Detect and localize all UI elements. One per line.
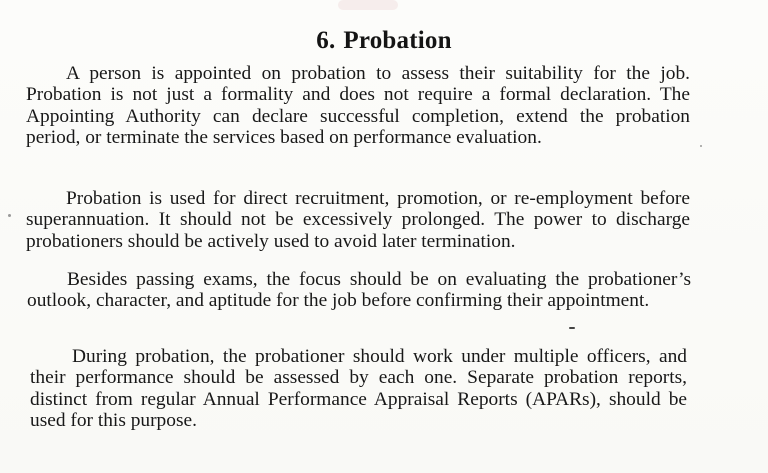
paragraph-4: During probation, the probationer should work under multiple officers, and their performance should be assessed by each one. Separate probation reports, distinct from regular Annual Performance Appraisal Reports (APARs), should be used for this purpose.	[30, 346, 687, 431]
section-title: Probation	[343, 26, 452, 54]
scan-speck	[569, 327, 575, 329]
paragraph-2: Probation is used for direct recruitment, promotion, or re-employment before superannuation. It should not be excessively prolonged. The power to discharge probationers should be actively used to avoid later termination.	[26, 188, 690, 252]
faint-stamp-mark	[338, 0, 398, 10]
section-number: 6.	[316, 26, 336, 54]
paragraph-1: A person is appointed on probation to assess their suitability for the job. Probation is not just a formality and does not require a formal declaration. The Appointing Authority can declare successful completion, extend the probation period, or terminate the services based on performance evaluation.	[26, 63, 690, 148]
scan-speck	[700, 145, 702, 147]
paragraph-3: Besides passing exams, the focus should be on evaluating the probationer’s outlook, character, and aptitude for the job before confirming their appointment.	[27, 269, 691, 312]
scan-speck	[8, 214, 11, 217]
section-heading	[0, 27, 768, 55]
